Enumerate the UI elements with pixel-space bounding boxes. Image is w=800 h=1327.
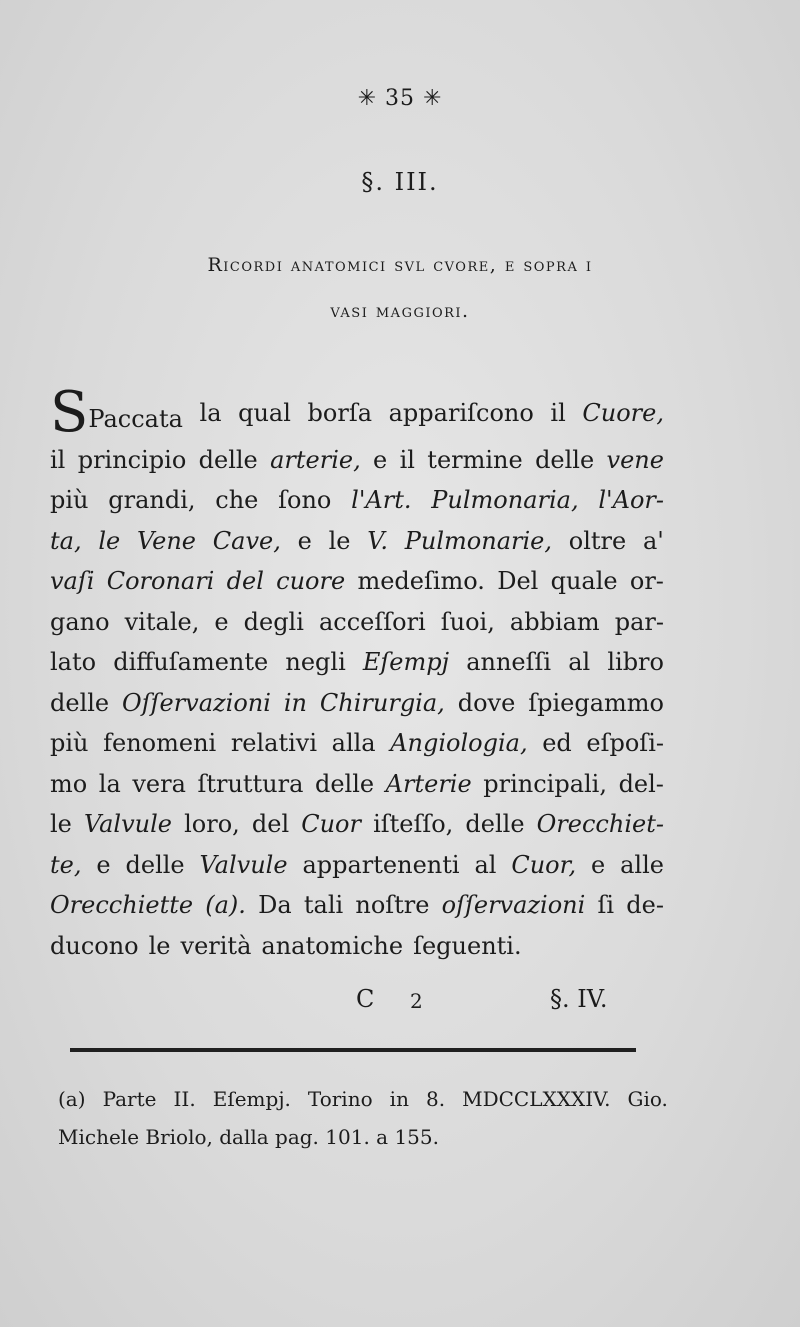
text-line: [50, 885, 664, 926]
word: dove: [457, 688, 516, 717]
word: arterie,: [270, 445, 361, 474]
word: principio: [77, 445, 187, 474]
word: la: [98, 769, 121, 798]
word: in: [283, 688, 307, 717]
word: al: [568, 648, 591, 676]
word: e: [373, 445, 388, 474]
footnote-word: II.: [173, 1087, 196, 1111]
word: Oſſervazioni: [122, 688, 271, 717]
word: appartenenti: [302, 850, 460, 879]
word: Cuor,: [511, 850, 577, 879]
drop-cap: S: [50, 380, 89, 445]
word: ſi: [597, 891, 615, 919]
word: grandi,: [108, 486, 196, 514]
word: delle: [314, 769, 375, 798]
word: e: [214, 607, 229, 636]
word: vaſi: [50, 567, 95, 595]
text-line: [50, 926, 664, 967]
text-line: [50, 642, 664, 683]
section-heading: [90, 242, 710, 334]
word: relativi: [230, 729, 318, 757]
word: libro: [607, 648, 664, 676]
word: ta,: [50, 526, 82, 555]
word: e: [96, 850, 111, 879]
word: Cave,: [212, 526, 281, 555]
word: Paccata: [88, 405, 183, 433]
word: ſuoi,: [440, 607, 495, 636]
word: Coronari: [106, 567, 215, 595]
word: principali,: [483, 769, 607, 798]
word: delle: [535, 445, 595, 474]
text-line: [50, 804, 664, 845]
footnote-word: 8.: [425, 1087, 446, 1111]
word: le: [328, 526, 351, 555]
word: le: [148, 931, 171, 960]
word: al: [474, 850, 497, 879]
word: ed: [542, 729, 572, 757]
word: anatomiche: [261, 931, 404, 960]
word: Valvule: [83, 810, 172, 838]
word: anneſſi: [466, 648, 552, 676]
word: del-: [618, 769, 664, 798]
word: delle: [125, 850, 185, 879]
text-line: [50, 683, 664, 724]
word: la: [199, 399, 222, 427]
word: loro,: [184, 810, 240, 838]
catchword: §. IV.: [550, 985, 608, 1013]
word: cuore: [276, 567, 346, 595]
word: diffuſamente: [113, 648, 269, 676]
word: che: [215, 486, 259, 514]
footnote-word: Gio.: [627, 1087, 668, 1111]
text-line: [50, 521, 664, 562]
word: e: [591, 850, 606, 879]
text-line: [50, 723, 664, 764]
word: più: [50, 729, 89, 757]
footnote-line-1: [58, 1080, 668, 1118]
word: Arterie: [385, 769, 472, 798]
word: verità: [180, 931, 252, 960]
word: il: [50, 445, 66, 474]
word: fenomeni: [103, 729, 217, 757]
word: Cuor: [301, 810, 361, 838]
text-line: [50, 440, 664, 481]
word: e: [297, 526, 312, 555]
word: te,: [50, 850, 82, 879]
footnote-rule: [70, 1048, 636, 1052]
footnote: [58, 1080, 668, 1156]
word: Chirurgia,: [319, 688, 445, 717]
word: Angiologia,: [390, 729, 528, 757]
signature-mark: C: [356, 985, 375, 1013]
word: medeſimo.: [357, 567, 485, 595]
word: più: [50, 486, 89, 514]
word: Orecchiet-: [536, 810, 664, 838]
word: appariſcono: [388, 399, 534, 427]
text-line: [50, 602, 664, 643]
word: qual: [238, 399, 291, 427]
word: delle: [50, 688, 110, 717]
word: abbiam: [509, 607, 600, 636]
word: del: [251, 810, 290, 838]
word: termine: [427, 445, 523, 474]
word: or-: [629, 567, 664, 595]
word: delle: [465, 810, 525, 838]
word: delle: [198, 445, 258, 474]
word: del: [226, 567, 264, 595]
word: oſſervazioni: [441, 891, 586, 919]
word: ſpiegammo: [528, 688, 664, 717]
word: acceſſori: [318, 607, 426, 636]
word: lato: [50, 648, 97, 676]
footnote-word: MDCCLXXXIV.: [462, 1087, 611, 1111]
word: Valvule: [199, 850, 288, 879]
word: oltre: [568, 526, 627, 555]
word: l'Art.: [351, 486, 412, 514]
word: quale: [550, 567, 618, 595]
body-paragraph: [50, 380, 664, 966]
word: V.: [367, 526, 388, 555]
word: a': [642, 526, 664, 555]
word: iſteſſo,: [373, 810, 454, 838]
word: vene: [606, 445, 664, 474]
footnote-word: Eſempj.: [212, 1087, 291, 1111]
word: l'Aor-: [598, 486, 664, 514]
word: Eſempj: [362, 648, 450, 676]
word: ducono: [50, 931, 139, 960]
word: ſeguenti.: [413, 931, 522, 960]
footnote-word: (a): [58, 1087, 86, 1111]
footnote-line-2: Michele Briolo, dalla pag. 101. a 155.: [58, 1125, 439, 1149]
word: eſpoſi-: [586, 729, 664, 757]
footnote-word: Parte: [102, 1087, 157, 1111]
text-line: [50, 480, 664, 521]
word: de-: [626, 891, 664, 919]
heading-line-1: Ricordi anatomici svl cvore, e sopra i: [207, 254, 593, 276]
word: il: [550, 399, 566, 427]
word: Orecchiette: [50, 891, 194, 919]
word: vitale,: [124, 607, 200, 636]
word: ſtruttura: [197, 769, 304, 798]
word: vera: [132, 769, 186, 798]
word: alle: [620, 850, 664, 879]
word: Da: [258, 891, 292, 919]
text-line: [50, 764, 664, 805]
text-line: [50, 561, 664, 602]
first-word: [50, 380, 183, 445]
word: degli: [243, 607, 304, 636]
page-header: ✳ 35 ✳: [357, 86, 443, 111]
signature-number: 2: [410, 989, 423, 1013]
heading-line-2: vasi maggiori.: [330, 300, 470, 322]
word: alla: [331, 729, 376, 757]
word: negli: [285, 648, 346, 676]
section-number: §. III.: [361, 168, 439, 196]
word: ſono: [278, 486, 332, 514]
text-line: [50, 380, 664, 445]
word: Del: [497, 567, 539, 595]
word: il: [399, 445, 415, 474]
word: Pulmonarie,: [404, 526, 552, 555]
footnote-word: Torino: [307, 1087, 373, 1111]
footnote-word: in: [389, 1087, 409, 1111]
word: par-: [614, 607, 664, 636]
word: Cuore,: [582, 399, 664, 427]
word: Vene: [137, 526, 197, 555]
text-line: [50, 845, 664, 886]
word: gano: [50, 607, 110, 636]
word: le: [50, 810, 72, 838]
word: le: [98, 526, 121, 555]
word: (a).: [205, 891, 246, 919]
word: Pulmonaria,: [431, 486, 579, 514]
word: mo: [50, 769, 88, 798]
word: noſtre: [355, 891, 430, 919]
word: borſa: [307, 399, 373, 427]
word: tali: [303, 891, 344, 919]
